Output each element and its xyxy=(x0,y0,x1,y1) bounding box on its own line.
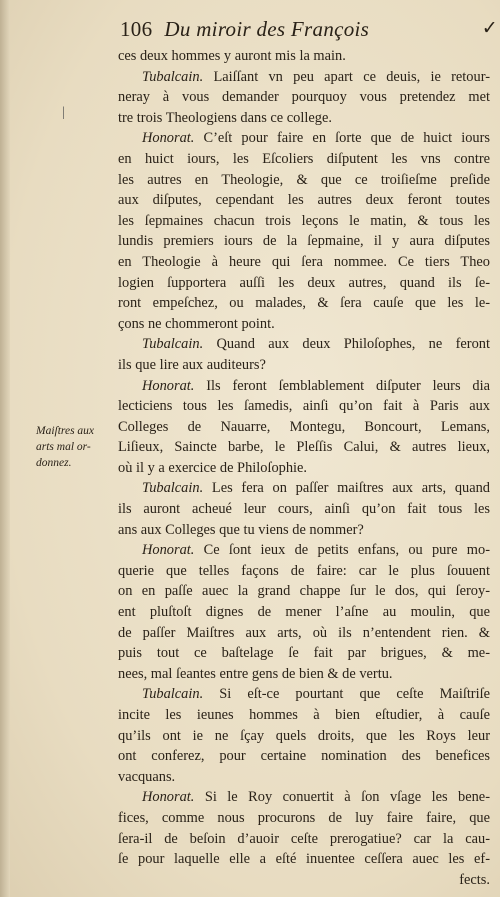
line-text: aux diſputes, cependant les autres deux feront toutes xyxy=(118,192,490,209)
main-text xyxy=(118,46,490,890)
line-text: où il y a exercice de Philoſophie. xyxy=(118,459,308,476)
text-line xyxy=(118,643,490,664)
text-line xyxy=(118,849,490,870)
text-line xyxy=(118,540,490,561)
text-line xyxy=(118,149,490,170)
text-line xyxy=(118,231,490,252)
page-number: 106 xyxy=(120,17,153,41)
line-text: ils que lire aux auditeurs? xyxy=(118,356,266,373)
text-line xyxy=(118,170,490,191)
text-line xyxy=(118,829,490,850)
line-text: lecticiens tous les ſamedis, ainſi qu’on fait à Paris aux xyxy=(118,398,490,415)
line-text: qu’ils ont ie ne ſçay quels droits, que les Roys leur xyxy=(118,727,490,744)
running-title: Du miroir des François xyxy=(164,17,370,41)
speaker-name: Tubalcain. xyxy=(142,480,204,497)
line-text: C’eſt pour faire en ſorte que de huict iours xyxy=(194,130,490,147)
line-text: ſera-il de beſoin d’auoir ceſte prerogatiue? car la cau- xyxy=(118,830,490,847)
text-line xyxy=(118,458,490,479)
text-line xyxy=(118,190,490,211)
page-gutter xyxy=(0,0,10,897)
line-text: çons ne chommeront point. xyxy=(118,315,275,332)
line-text: en Theologie à heure qui ſera nommee. Ce tiers Theo xyxy=(118,253,490,270)
line-text: lundis premiers iours de la ſepmaine, il y aura diſputes xyxy=(118,233,490,250)
text-line xyxy=(118,870,490,891)
line-text: Ils feront ſemblablement diſputer leurs dia xyxy=(194,377,490,394)
text-line xyxy=(118,46,490,67)
line-text: en huict iours, les Eſcoliers diſputent les vns contre xyxy=(118,150,490,167)
line-text: tre trois Theologiens dans ce college. xyxy=(118,109,332,126)
text-line xyxy=(118,561,490,582)
line-text: ront empeſchez, ou malades, & ſera cauſe que les le- xyxy=(118,295,490,312)
speaker-name: Tubalcain. xyxy=(142,68,204,85)
line-text: fices, comme nous procurons de luy faire faire, que xyxy=(118,809,490,826)
line-text: Si le Roy conuertit à ſon vſage les bene- xyxy=(194,789,490,806)
line-text: Laiſſant vn peu apart ce deuis, ie retour- xyxy=(203,68,490,85)
line-text: puis tout ce baſtelage ſe fait par brigues, & me- xyxy=(118,645,490,662)
line-text: Quand aux deux Philoſophes, ne feront xyxy=(203,336,490,353)
speaker-name: Honorat. xyxy=(142,789,195,806)
text-line xyxy=(118,520,490,541)
line-text: ces deux hommes y auront mis la main. xyxy=(118,48,346,64)
marginal-note xyxy=(36,423,116,471)
text-line xyxy=(118,273,490,294)
line-text: ont conferez, pour certaine nomination des benefices xyxy=(118,748,490,765)
text-line xyxy=(118,623,490,644)
text-line xyxy=(118,417,490,438)
line-text: on en paſſe auec la grand chappe ſur le dos, qui ſeroy- xyxy=(118,583,490,600)
text-line xyxy=(118,684,490,705)
text-line xyxy=(118,767,490,788)
text-line xyxy=(118,478,490,499)
text-line xyxy=(118,705,490,726)
line-text: de paſſer Maiſtres aux arts, où ils n’entendent rien. & xyxy=(118,624,490,641)
line-text: ent pluſtoſt dignes de mener l’aſne au moulin, que xyxy=(118,604,490,621)
text-line xyxy=(118,355,490,376)
line-text: querie que telles façons de faire: car le plus ſouuent xyxy=(118,562,490,579)
line-text: logien ſupportera auſſi les deux autres, quand ils ſe- xyxy=(118,274,490,291)
text-line xyxy=(118,664,490,685)
speaker-name: Tubalcain. xyxy=(142,336,204,353)
line-text: nees, mal ſeantes entre gens de bien & de vertu. xyxy=(118,665,393,682)
line-text: incite les ieunes hommes à bien eſtudier, à cauſe xyxy=(118,707,490,723)
marginal-note-line: donnez. xyxy=(36,457,72,469)
text-line xyxy=(118,128,490,149)
running-header xyxy=(120,17,498,45)
corner-mark: ✓ xyxy=(481,18,498,39)
text-line xyxy=(118,87,490,108)
text-line xyxy=(118,726,490,747)
line-text: les ſepmaines chacun trois leçons le matin, & tous les xyxy=(118,212,490,229)
text-line xyxy=(118,499,490,520)
text-line xyxy=(118,334,490,355)
text-line xyxy=(118,211,490,232)
line-text: Liſieux, Saincte barbe, le Pleſſis Calui, & autres lieux, xyxy=(118,439,490,456)
text-line xyxy=(118,602,490,623)
speaker-name: Honorat. xyxy=(142,542,195,559)
line-text: neray à vous demander pourquoy vous pretendez met xyxy=(118,89,490,106)
line-text: Ce ſont ieux de petits enfans, ou pure mo- xyxy=(194,542,490,559)
line-text: Si eſt-ce pourtant que ceſte Maiſtriſe xyxy=(203,686,490,703)
speaker-name: Tubalcain. xyxy=(142,686,204,703)
line-text: vacquans. xyxy=(118,768,176,785)
text-line xyxy=(118,376,490,397)
line-text: ils auront acheué leur cours, ainſi qu’on fait tous les xyxy=(118,501,490,518)
line-text: ſe pour laquelle elle a eſté inuentee ceſſera auec les ef- xyxy=(118,851,490,868)
text-line xyxy=(118,293,490,314)
text-line xyxy=(118,581,490,602)
line-text: ans aux Colleges que tu viens de nommer? xyxy=(118,521,364,538)
speaker-name: Honorat. xyxy=(142,130,195,147)
text-line xyxy=(118,108,490,129)
text-line xyxy=(118,314,490,335)
text-line xyxy=(118,67,490,88)
line-text: Les fera on paſſer maiſtres aux arts, quand xyxy=(203,480,490,497)
line-text: les autres en Theologie, & que ce troiſieſme preſide xyxy=(118,171,490,188)
margin-tick: | xyxy=(62,105,65,120)
text-line xyxy=(118,808,490,829)
marginal-note-line: arts mal or- xyxy=(36,441,91,453)
line-text: fects. xyxy=(459,871,490,888)
text-line xyxy=(118,746,490,767)
speaker-name: Honorat. xyxy=(142,377,195,394)
text-line xyxy=(118,396,490,417)
text-line xyxy=(118,437,490,458)
line-text: Colleges de Nauarre, Montegu, Boncourt, Lemans, xyxy=(118,418,490,435)
marginal-note-line: Maiſtres aux xyxy=(36,425,95,437)
text-line xyxy=(118,252,490,273)
text-line xyxy=(118,787,490,808)
